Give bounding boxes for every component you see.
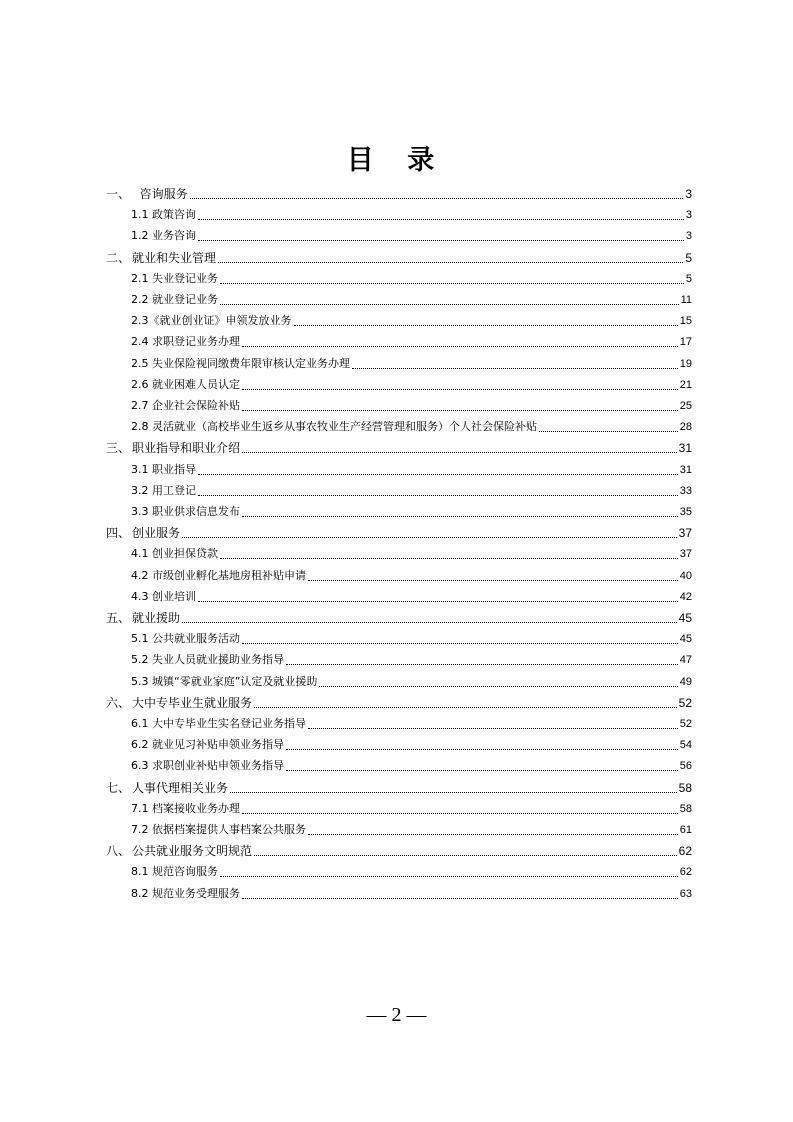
toc-entry-label: [106, 440, 240, 456]
toc-page-number: 52: [679, 718, 692, 730]
dot-leader: [352, 368, 678, 369]
toc-section-entry[interactable]: [131, 799, 692, 817]
toc-entry-text: 咨询服务: [132, 187, 188, 201]
toc-section-entry[interactable]: [131, 460, 692, 478]
toc-page-number: 28: [679, 421, 692, 434]
dot-leader: [242, 813, 678, 814]
toc-entry-label: [131, 886, 240, 902]
toc-entry-text: 3.2 用工登记: [131, 483, 196, 497]
toc-chapter-number: 三、: [106, 441, 131, 456]
toc-chapter-number: 六、: [106, 695, 131, 710]
toc-entry-text: 就业和失业管理: [132, 250, 217, 265]
toc-section-entry[interactable]: [131, 587, 692, 605]
toc-section-entry[interactable]: [131, 332, 692, 350]
toc-page-number: 3: [685, 209, 692, 222]
toc-chapter-entry[interactable]: [106, 693, 692, 711]
dot-leader: [242, 410, 678, 411]
toc-section-entry[interactable]: [131, 650, 692, 668]
dot-leader: [319, 686, 677, 687]
toc-chapter-entry[interactable]: [106, 523, 692, 541]
toc-entry-label: [131, 398, 240, 414]
toc-entry-text: 公共就业服务文明规范: [132, 844, 253, 859]
dot-leader: [286, 664, 678, 665]
dot-leader: [294, 325, 678, 326]
toc-section-entry[interactable]: [131, 417, 692, 435]
toc-section-entry[interactable]: [131, 672, 692, 690]
toc-page-number: 31: [679, 463, 692, 476]
toc-entry-label: [131, 758, 284, 774]
toc-entry-text: 6.3 求职创业补贴申领业务指导: [131, 759, 284, 773]
dot-leader: [286, 749, 678, 750]
toc-page-number: 3: [685, 187, 692, 201]
toc-entry-text: 2.7 企业社会保险补贴: [131, 399, 240, 412]
dot-leader: [218, 262, 683, 263]
toc-entry-text: 4.3 创业培训: [131, 589, 196, 603]
toc-chapter-entry[interactable]: [106, 248, 692, 266]
toc-page-number: 63: [679, 887, 692, 900]
toc-entry-label: [131, 334, 240, 350]
dot-leader: [254, 855, 677, 856]
dot-leader: [242, 516, 678, 517]
toc-page-number: 25: [679, 400, 692, 412]
toc-entry-text: 4.2 市级创业孵化基地房租补贴申请: [131, 568, 306, 582]
toc-section-entry[interactable]: [131, 502, 692, 520]
toc-entry-text: 职业指导和职业介绍: [132, 441, 241, 456]
toc-page-number: 54: [679, 739, 692, 752]
toc-entry-text: 就业援助: [132, 611, 181, 625]
toc-page-number: 42: [679, 590, 692, 603]
toc-chapter-number: 七、: [106, 780, 131, 795]
toc-chapter-number: 一、: [106, 187, 131, 201]
toc-chapter-number: 五、: [106, 611, 131, 625]
dot-leader: [182, 622, 677, 623]
toc-entry-label: [131, 674, 317, 690]
dot-leader: [254, 707, 677, 708]
toc-page-number: 11: [680, 294, 692, 306]
page-number: — 2 —: [366, 1004, 427, 1026]
toc-entry-text: 4.1 创业担保贷款: [131, 547, 218, 561]
toc-page-number: 40: [679, 569, 692, 582]
toc-section-entry[interactable]: [131, 566, 692, 584]
toc-page-number: 15: [679, 315, 692, 328]
toc-entry-label: [131, 207, 196, 223]
dot-leader: [220, 558, 678, 559]
toc-entry-text: 创业服务: [132, 526, 181, 541]
toc-entry-text: 6.1 大中专毕业生实名登记业务指导: [131, 717, 306, 730]
toc-entry-label: [131, 356, 350, 372]
toc-page-number: 45: [679, 633, 692, 646]
toc-section-entry[interactable]: [131, 375, 692, 393]
toc-entry-label: [131, 313, 292, 329]
toc-chapter-entry[interactable]: [106, 778, 692, 796]
toc-entry-label: [131, 631, 240, 647]
dot-leader: [539, 431, 678, 432]
toc-entry-label: [131, 504, 240, 520]
toc-entry-text: 3.1 职业指导: [131, 462, 196, 476]
toc-entry-text: 1.2 业务咨询: [131, 229, 196, 243]
toc-section-entry[interactable]: [131, 205, 692, 223]
toc-section-entry[interactable]: [131, 820, 692, 838]
toc-page-number: 62: [679, 866, 692, 879]
toc-section-entry[interactable]: [131, 311, 692, 329]
toc-entry-label: [131, 228, 196, 244]
dot-leader: [242, 643, 678, 644]
toc-section-entry[interactable]: [131, 544, 692, 562]
toc-entry-text: 8.1 规范咨询服务: [131, 865, 218, 879]
dot-leader: [242, 389, 678, 390]
toc-entry-text: 7.1 档案接收业务办理: [131, 801, 240, 815]
dot-leader: [182, 537, 677, 538]
dot-leader: [198, 495, 678, 496]
toc-page-number: 3: [685, 230, 692, 243]
toc-entry-text: 5.3 城镇“零就业家庭”认定及就业援助: [131, 674, 318, 688]
toc-section-entry[interactable]: [131, 396, 692, 414]
toc-page-number: 58: [678, 780, 692, 795]
toc-entry-label: [131, 377, 240, 393]
toc-entry-label: [131, 864, 218, 880]
toc-section-entry[interactable]: [131, 862, 692, 880]
dot-leader: [190, 198, 684, 199]
toc-section-entry[interactable]: [131, 884, 692, 902]
toc-entry-text: 5.2 失业人员就业援助业务指导: [131, 653, 284, 667]
toc-page-number: 5: [685, 272, 692, 285]
toc-entry-text: 5.1 公共就业服务活动: [131, 632, 240, 646]
toc-page-number: 62: [678, 844, 692, 859]
toc-page-number: 49: [679, 675, 692, 688]
toc-entry-text: 2.8 灵活就业（高校毕业生返乡从事农牧业生产经营管理和服务）个人社会保险补贴: [131, 420, 537, 434]
toc-entry-text: 8.2 规范业务受理服务: [131, 886, 240, 900]
toc-entry-label: [131, 737, 284, 753]
toc-entry-label: [106, 695, 252, 711]
toc-page-number: 56: [679, 760, 692, 773]
toc-chapter-entry[interactable]: [106, 841, 692, 859]
toc-entry-label: [131, 292, 218, 308]
dot-leader: [198, 474, 678, 475]
toc-page-number: 17: [679, 336, 692, 349]
toc-entry-label: [131, 568, 306, 584]
dot-leader: [198, 601, 678, 602]
dot-leader: [220, 876, 678, 877]
toc-section-entry[interactable]: [131, 735, 692, 753]
toc-entry-label: [131, 546, 218, 562]
dot-leader: [220, 283, 684, 284]
toc-entry-label: [131, 822, 306, 838]
toc-page-number: 45: [678, 611, 692, 625]
toc-entry-label: [131, 419, 537, 435]
toc-entry-text: 人事代理相关业务: [132, 780, 229, 795]
toc-section-entry[interactable]: [131, 629, 692, 647]
toc-page-number: 21: [679, 378, 692, 391]
toc-entry-label: [131, 801, 240, 817]
dot-leader: [198, 240, 684, 241]
toc-page-number: 58: [679, 802, 692, 815]
toc-section-entry[interactable]: [131, 226, 692, 244]
toc-entry-label: [106, 525, 180, 541]
dot-leader: [242, 346, 678, 347]
toc-entry-label: [131, 462, 196, 478]
toc-section-entry[interactable]: [131, 269, 692, 287]
toc-entry-text: 大中专毕业生就业服务: [132, 695, 253, 710]
toc-page-number: 35: [679, 506, 692, 518]
toc-page-number: 37: [678, 526, 692, 541]
toc-chapter-number: 八、: [106, 844, 131, 859]
toc-entry-label: [106, 780, 228, 796]
toc-page-number: 5: [685, 250, 692, 265]
dot-leader: [242, 898, 678, 899]
toc-chapter-entry[interactable]: [106, 608, 692, 626]
dot-leader: [308, 728, 678, 729]
toc-section-entry[interactable]: [131, 756, 692, 774]
toc-entry-text: 1.1 政策咨询: [131, 208, 196, 222]
dot-leader: [308, 580, 678, 581]
dot-leader: [308, 834, 678, 835]
toc-chapter-entry[interactable]: [106, 184, 692, 202]
toc-chapter-number: 二、: [106, 250, 131, 265]
toc-entry-text: 2.1 失业登记业务: [131, 271, 218, 285]
toc-section-entry[interactable]: [131, 290, 692, 308]
toc-entry-text: 7.2 依据档案提供人事档案公共服务: [131, 823, 306, 836]
toc-entry-text: 2.2 就业登记业务: [131, 293, 218, 306]
toc-entry-text: 2.4 求职登记业务办理: [131, 335, 240, 349]
dot-leader: [198, 219, 684, 220]
toc-section-entry[interactable]: [131, 354, 692, 372]
toc-section-entry[interactable]: [131, 714, 692, 732]
toc-page-number: 19: [679, 357, 692, 370]
toc-page-number: 33: [679, 484, 692, 497]
dot-leader: [286, 770, 678, 771]
toc-entry-label: [106, 843, 252, 859]
toc-section-entry[interactable]: [131, 481, 692, 499]
dot-leader: [242, 452, 677, 453]
toc-entry-label: [106, 186, 188, 202]
toc-entry-text: 2.6 就业困难人员认定: [131, 377, 240, 391]
toc-entry-label: [131, 271, 218, 287]
toc-page-number: 61: [679, 824, 692, 836]
toc-entry-label: [131, 483, 196, 499]
dot-leader: [220, 304, 679, 305]
toc-chapter-entry[interactable]: [106, 438, 692, 456]
toc-entry-text: 6.2 就业见习补贴申领业务指导: [131, 738, 284, 752]
toc-page-number: 31: [678, 441, 692, 456]
dot-leader: [230, 792, 677, 793]
toc-entry-text: 2.3《就业创业证》申领发放业务: [131, 314, 292, 328]
toc-entry-label: [106, 610, 180, 626]
toc-page-number: 37: [679, 548, 692, 561]
toc-page-number: 47: [679, 654, 692, 667]
toc-entry-text: 2.5 失业保险视同缴费年限审核认定业务办理: [131, 356, 350, 370]
toc-entry-label: [131, 716, 306, 732]
toc-entry-label: [106, 250, 216, 266]
toc-chapter-number: 四、: [106, 526, 131, 541]
toc-entry-label: [131, 589, 196, 605]
document-title: 目 录: [346, 145, 447, 176]
toc-page-number: 52: [678, 695, 692, 710]
toc-entry-text: 3.3 职业供求信息发布: [131, 505, 240, 518]
toc-entry-label: [131, 652, 284, 668]
